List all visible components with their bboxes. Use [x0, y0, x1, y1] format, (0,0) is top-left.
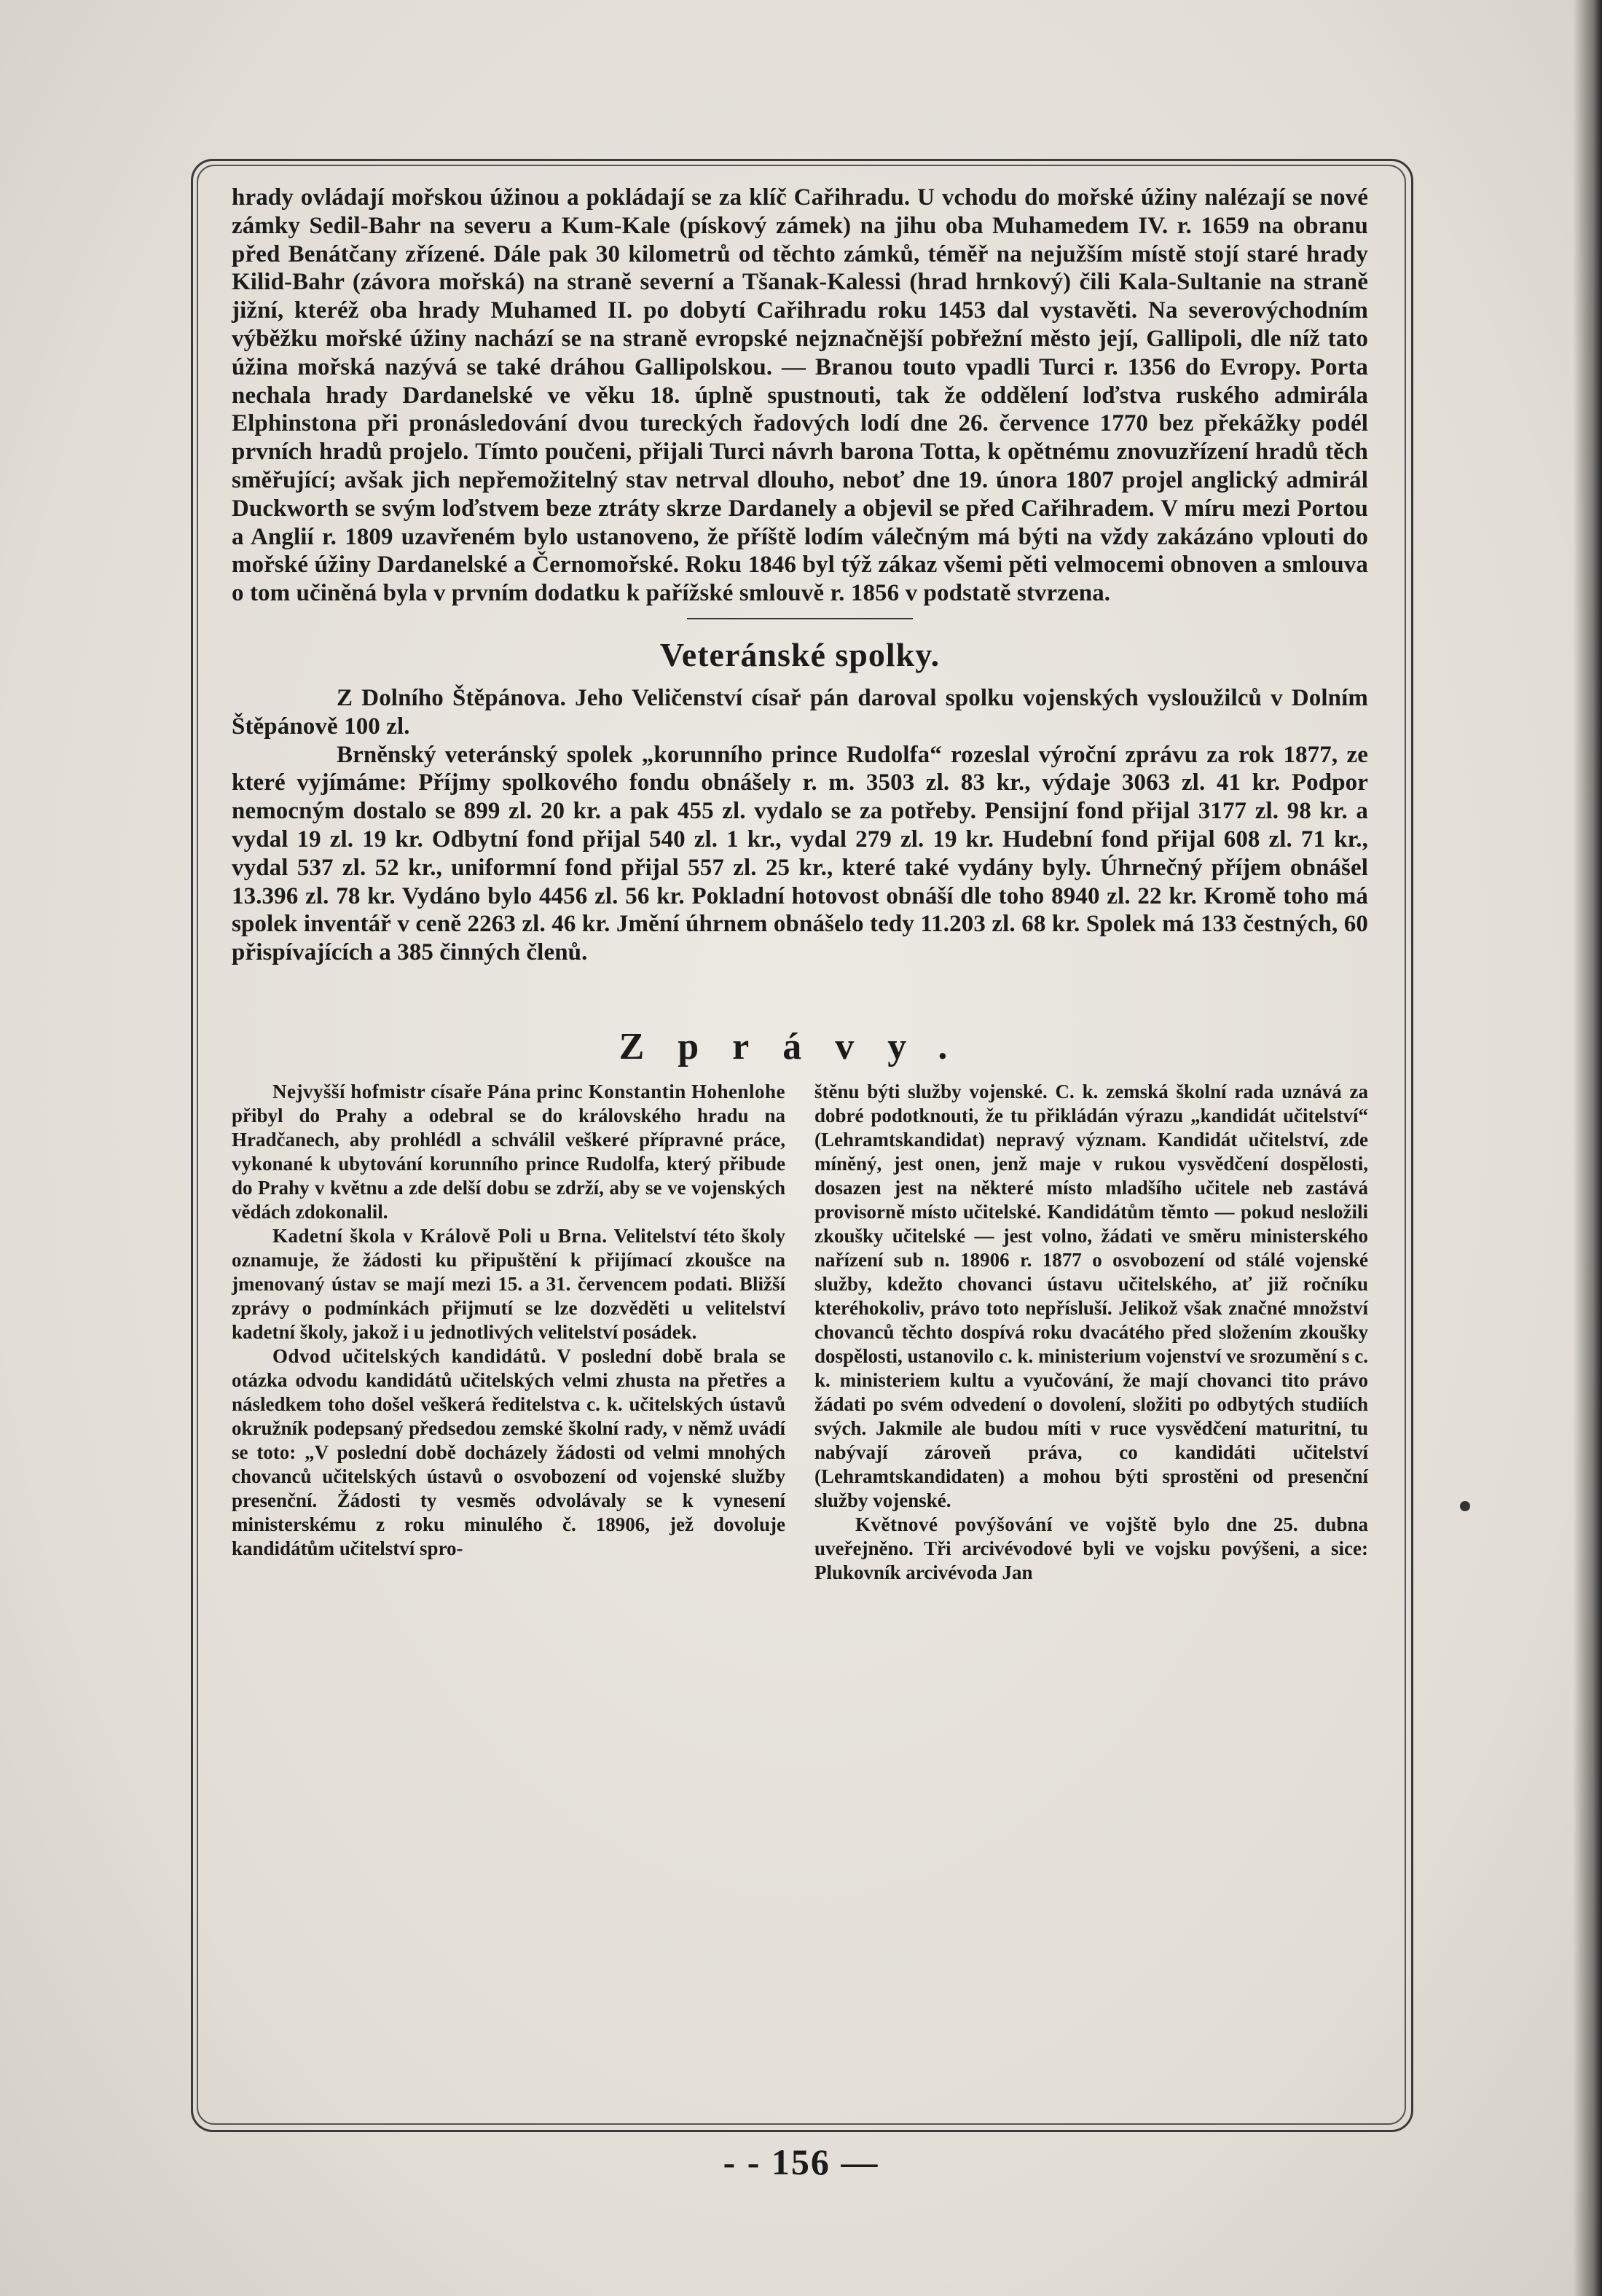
veterans-p2-heading: Brněnský veteránský spolek „korunního prince Rudolfa“ — [337, 741, 942, 768]
news-item-text: bylo dne 25. dubna uveřejněno. Tři arcivévodové byli ve vojsku povýšeni, a sice: Plukovník arcivévoda Jan — [814, 1513, 1368, 1583]
intro-paragraph: hrady ovládají mořskou úžinou a pokládají se za klíč Cařihradu. U vchodu do mořské úžiny nalézají se nové zámky Sedil-Bahr na severu a Kum-Kale (pískový zámek) na jihu oba Muhamedem IV. r. 1659 na obranu před Benátčany zřízené. Dále pak 30 kilometrů od těchto zámků, téměř na nejužším místě stojí staré hrady Kilid-Bahr (závora mořská) na straně severní a Tšanak-Kalessi (hrad hrnkový) čili Kala-Sultanie na straně jižní, kteréž oba hrady Muhamed II. po dobytí Cařihradu roku 1453 dal vystavěti. Na severovýchodním výběžku mořské úžiny nachází se na straně evropské nejznačnější pobřežní město její, Gallipoli, dle níž tato úžina mořská nazývá se také dráhou Gallipolskou. — Branou touto vpadli Turci r. 1356 do Evropy. Porta nechala hrady Dardanelské ve věku 18. úplně spustnouti, tak že oddělení loďstva ruského admirála Elphinstona při pronásledování dvou tureckých řadových lodí dne 26. července 1770 bez překážky podél prvních hradů projelo. Tímto poučeni, přijali Turci návrh barona Totta, k opětnému znovuzřízení hradů těch směřující; avšak jich nepřemožitelný stav netrval dlouho, neboť dne 19. února 1807 projel anglický admirál Duckworth se svým loďstvem beze ztráty skrze Dardanely a objevil se před Cařihradem. V míru mezi Portou a Anglií r. 1809 uzavřeném bylo ustanoveno, že příště lodím válečným má býti na vždy zakázáno vplouti do mořské úžiny Dardanelské a Černomořské. Roku 1846 byl týž zákaz všemi pěti velmocemi obnoven a smlouva o tom učiněná byla v prvním dodatku k pařížské smlouvě r. 1856 v podstatě stvrzena. — [232, 184, 1368, 607]
news-left-column — [232, 1080, 785, 1585]
news-item-text: přibyl do Prahy a odebral se do královského hradu na Hradčanech, aby prohlédl a schválil veškeré přípravné práce, vykonané k ubytování korunního prince Rudolfa, který přibude do Prahy v květnu a zde delší dobu se zdrží, aby se ve vojenských vědách zdokonalil. — [232, 1104, 785, 1223]
news-item-heading: Kadetní škola v Králově Poli u Brna. — [272, 1224, 608, 1247]
veterans-p1-text: Jeho Veličenství císař pán daroval spolku vojenských vysloužilců v Dolním Štěpánově 100 zl. — [232, 684, 1368, 740]
page-content — [232, 184, 1368, 1585]
veterans-paragraph-1 — [232, 684, 1368, 741]
news-item-povysovani — [814, 1513, 1368, 1585]
news-section-title: Zprávy. — [619, 1025, 981, 1067]
news-item-text: V poslední době brala se otázka odvodu kandidátů učitelských velmi zhusta na přetřes a následkem toho došel veškerá ředitelstva c. k. učitelských ústavů okružník podepsaný předsedou zemské školní rady, v němž uvádí se toto: „V poslední době docházely žádosti od velmi mnohých chovanců učitelských ústavů o osvobození od vojenské služby presenční. Žádosti ty vesměs odvolávaly se k vynesení ministerskému z roku minulého č. 18906, jež dovoluje kandidátům učitelství spro- — [232, 1344, 786, 1559]
veterans-p2-text: rozeslal výroční zprávu za rok 1877, ze které vyjímáme: Příjmy spolkového fondu obnášely r. m. 3503 zl. 83 kr., výdaje 3063 zl. 41 kr. Podpor nemocným dostalo se 899 zl. 20 kr. a pak 455 zl. vydalo se za potřeby. Pensijní fond přijal 3177 zl. 98 kr. a vydal 19 zl. 19 kr. Odbytní fond přijal 540 zl. 1 kr., vydal 279 zl. 19 kr. Hudební fond přijal 608 zl. 71 kr., vydal 537 zl. 52 kr., uniformní fond přijal 557 zl. 25 kr., které také vydány byly. Úhrnečný příjem obnášel 13.396 zl. 78 kr. Vydáno bylo 4456 zl. 56 kr. Pokladní hotovost obnáší dle toho 8940 zl. 22 kr. Kromě toho má spolek inventář v ceně 2263 zl. 46 kr. Jmění úhrnem obnášelo tedy 11.203 zl. 68 kr. Spolek má 133 čestných, 60 přispívajících a 385 činných členů. — [232, 741, 1368, 966]
news-columns — [232, 1080, 1368, 1585]
news-item-odvod-continued: štěnu býti služby vojenské. C. k. zemská školní rada uznává za dobré podotknouti, že tu přikládán výrazu „kandidát učitelství“ (Lehramtskandidat) nepravý význam. Kandidát učitelství, zde míněný, jest onen, jenž maje v rukou vysvědčení dospělosti, dosazen jest na některé místo mladšího učitele neb zastává provisorně místo učitelské. Kandidátům těmto — pokud nesložili zkoušky učitelské — jest volno, žádati ve směru ministerského nařízení sub n. 18906 r. 1877 o osvobození od stálé vojenské služby, kdežto chovanci ústavu učitelského, ať již ročníku kteréhokoliv, právo toto nepřísluší. Jelikož však značné množství chovanců těchto dospívá roku dvacátého před složením zkoušky dospělosti, ustanovilo c. k. ministerium vojenství ve srozumění s c. k. ministeriem kultu a vyučování, že mají chovanci tito právo žádati po svém odvedení o dovolení, složiti po odbytých studiích svých. Jakmile ale budou míti v ruce vysvědčení maturitní, tu nabývají zároveň práva, co kandidáti učitelství (Lehramtskandidaten) a mohou býti sprostěni od presenční služby vojenské. — [814, 1080, 1368, 1511]
page-edge-shadow — [1573, 0, 1602, 2296]
news-right-column — [814, 1080, 1368, 1585]
section-divider — [687, 618, 913, 619]
ink-dot — [1460, 1501, 1470, 1511]
news-item-odvod — [232, 1344, 785, 1561]
veterans-paragraph-2 — [232, 741, 1368, 967]
veterans-p1-heading: Z Dolního Štěpánova. — [337, 684, 566, 711]
news-item-hohenlohe — [232, 1080, 785, 1224]
news-item-heading: Odvod učitelských kandidátů. — [272, 1344, 546, 1367]
news-item-heading: Nejvyšší hofmistr císaře Pána princ Konstantin Hohenlohe — [272, 1080, 786, 1102]
news-item-heading: Květnové povýšování ve vojště — [855, 1513, 1158, 1535]
veterans-section-title: Veteránské spolky. — [659, 635, 941, 673]
page-number: - - 156 — — [723, 2142, 879, 2182]
news-item-text: Velitelství této školy oznamuje, že žádosti ku připuštění k přijímací zkoušce na jmenovaný ústav se mají mezi 15. a 31. červencem podati. Bližší zprávy o podmínkách přijmutí se lze dozvěděti u velitelství kadetní školy, jakož i u jednotlivých velitelství posádek. — [232, 1224, 785, 1343]
news-item-kadetni-skola — [232, 1224, 785, 1344]
